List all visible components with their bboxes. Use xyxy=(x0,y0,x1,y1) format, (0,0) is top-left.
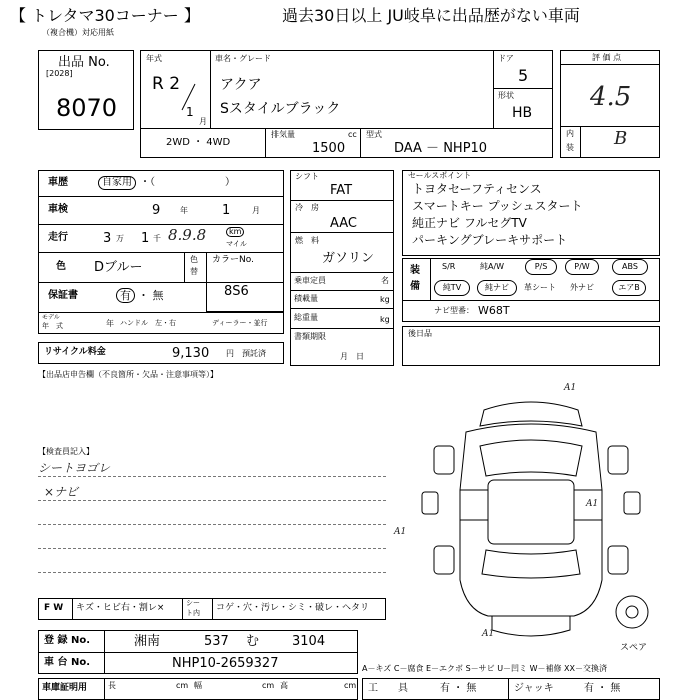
gross-label: 総重量 xyxy=(294,313,318,322)
mileage-sen: 1 xyxy=(141,231,150,246)
shift-value: FAT xyxy=(330,183,353,198)
cert-label: 車庫証明用 xyxy=(42,683,88,693)
equip-abs: ABS xyxy=(612,259,648,275)
dealer-label: ディーラー・並行 xyxy=(212,319,268,327)
fw-items: キズ・ヒビ右・割レ× xyxy=(76,603,165,613)
navi-model: W68T xyxy=(478,304,510,317)
color-label: 色 xyxy=(56,261,66,272)
capacity-label: 乗車定員 xyxy=(294,276,326,285)
shape-label: 形状 xyxy=(498,91,514,100)
doc-unit: 月 日 xyxy=(340,352,364,361)
door-count: 5 xyxy=(518,66,529,85)
damage-legend: A－キズ C－腐食 E－エクボ S－サビ U－凹ミ W－補修 XX－交換済 xyxy=(362,664,608,673)
shaken-year-unit: 年 xyxy=(180,206,188,215)
lot-label: 出品 No. xyxy=(58,55,110,70)
header-title: 過去30日以上 JU岐阜に出品歴がない車両 xyxy=(282,6,580,25)
seller-report-label: 【出品店申告欄（不良箇所・欠品・注意事項等）】 xyxy=(38,370,218,379)
cert-length: 長 xyxy=(108,681,116,690)
seat-items: コゲ・穴・汚レ・シミ・破レ・ヘタリ xyxy=(216,603,370,613)
cert-length-unit: cm xyxy=(176,681,189,690)
inspector-note-2: ×ナビ xyxy=(44,485,79,499)
evaluation-score: 4.5 xyxy=(590,82,632,112)
equipment-label-1: 装 xyxy=(410,265,420,276)
year-era: R 2 xyxy=(152,74,181,94)
year-label: 年式 xyxy=(146,54,162,63)
equip-leather: 革シート xyxy=(524,283,556,292)
spare-label: スペア xyxy=(620,643,648,653)
sales-line-3: 純正ナビ フルセグTV xyxy=(412,216,527,230)
warranty-label: 保証書 xyxy=(48,290,78,301)
seat-label-2: ト内 xyxy=(186,609,200,617)
sales-line-4: パーキングブレーキサポート xyxy=(412,233,568,247)
door-label: ドア xyxy=(498,54,514,63)
model-year-label-1: モデル xyxy=(42,314,60,321)
damage-mark-bottom: A1 xyxy=(482,629,495,639)
mileage-man: 3 xyxy=(103,231,112,246)
colorno-value: 8S6 xyxy=(224,284,249,299)
equip-ext-navi: 外ナビ xyxy=(570,283,594,292)
mileage-man-unit: 万 xyxy=(116,234,124,243)
shaken-year: 9 xyxy=(152,203,161,218)
mileage-mile-unit: マイル xyxy=(226,240,247,248)
color-change-label-1: 色 xyxy=(190,255,198,264)
shaken-month: 1 xyxy=(222,203,231,218)
interior-label-2: 装 xyxy=(566,143,574,152)
colorno-label: カラーNo. xyxy=(212,255,254,265)
equip-tv: 純TV xyxy=(434,280,470,296)
reg-class: 537 xyxy=(204,634,229,649)
damage-mark-left: A1 xyxy=(394,527,407,537)
navi-model-label: ナビ型番： xyxy=(434,306,474,315)
equip-navi: 純ナビ xyxy=(477,280,517,296)
header-title-bracket: 【 トレタマ30コーナー 】 xyxy=(10,6,200,25)
car-name: アクア xyxy=(220,77,262,93)
car-grade: Sスタイルブラック xyxy=(220,101,341,117)
recycle-unit: 円 xyxy=(226,349,234,358)
history-use: 自家用 xyxy=(98,176,136,190)
fuel-value: ガソリン xyxy=(322,251,375,266)
recycle-label: リサイクル料金 xyxy=(44,347,106,357)
year-month: 1 xyxy=(186,105,194,119)
displacement-unit: cc xyxy=(348,130,357,139)
displacement-label: 排気量 xyxy=(271,130,295,139)
name-label: 車名・グレード xyxy=(215,54,271,63)
model-year-unit: 年 xyxy=(106,319,114,328)
color-change-label-2: 替 xyxy=(190,267,198,276)
reg-kana: む xyxy=(246,634,260,649)
retrofit-box xyxy=(402,326,660,366)
cert-height-unit: cm xyxy=(344,681,357,690)
equip-airbag: エアB xyxy=(612,280,646,296)
model-code: DAA － NHP10 xyxy=(394,141,488,156)
warranty-yes: 有 xyxy=(116,288,135,303)
cert-width: 幅 xyxy=(194,681,202,690)
sales-line-1: トヨタセーフティセンス xyxy=(412,182,542,196)
equip-pw: P/W xyxy=(565,259,599,275)
doc-label: 書類期限 xyxy=(294,332,326,341)
ac-value: AAC xyxy=(330,216,357,231)
warranty-no: ・ 無 xyxy=(138,289,164,302)
tools-label: 工 具 xyxy=(368,683,408,694)
jack-value: 有 ・ 無 xyxy=(584,683,621,694)
interior-label-1: 内 xyxy=(566,129,574,138)
retrofit-label: 後日品 xyxy=(408,329,432,338)
gross-unit: kg xyxy=(380,315,390,324)
sales-line-2: スマートキー プッシュスタート xyxy=(412,199,583,213)
chassis-number: NHP10-2659327 xyxy=(172,656,279,671)
shift-label: シフト xyxy=(295,172,319,181)
load-label: 積載量 xyxy=(294,294,318,303)
mileage-sen-unit: 千 xyxy=(153,234,161,243)
year-slash xyxy=(178,82,198,112)
reg-place: 湘南 xyxy=(134,634,161,649)
interior-grade: B xyxy=(614,128,628,149)
displacement-value: 1500 xyxy=(312,141,346,156)
evaluation-label: 評 価 点 xyxy=(592,53,622,62)
color-value: Dブルー xyxy=(94,260,143,275)
fw-label: F W xyxy=(44,603,64,613)
lot-number: 8070 xyxy=(56,94,118,122)
shaken-label: 車検 xyxy=(48,204,68,215)
sales-label: セールスポイント xyxy=(408,171,472,180)
fuel-label: 燃 料 xyxy=(295,236,319,245)
reg-number: 3104 xyxy=(292,634,326,649)
mileage-km-unit: km xyxy=(226,227,244,237)
inspector-label: 【検査員記入】 xyxy=(38,447,94,456)
year-month-unit: 月 xyxy=(199,117,207,126)
damage-mark-right: A1 xyxy=(586,499,599,509)
lot-stamp: [2028] xyxy=(46,69,73,78)
jack-label: ジャッキ xyxy=(514,683,554,694)
drive-type: 2WD ・ 4WD xyxy=(166,137,231,148)
car-diagram xyxy=(396,380,666,650)
chassis-label: 車 台 No. xyxy=(44,657,91,668)
history-label: 車歴 xyxy=(48,177,68,188)
damage-mark-top: A1 xyxy=(564,383,577,393)
reg-label: 登 録 No. xyxy=(44,635,91,646)
history-tail: ・（ ） xyxy=(140,177,235,188)
equip-ps: P/S xyxy=(525,259,557,275)
header-subnote: （複合機）対応用紙 xyxy=(42,28,114,37)
model-year-label-2: 年 式 xyxy=(42,322,63,330)
shape-value: HB xyxy=(512,105,533,121)
cert-height: 高 xyxy=(280,681,288,690)
model-label: 型式 xyxy=(366,130,382,139)
seat-label-1: シー xyxy=(186,599,200,607)
handle-label: ハンドル 左・右 xyxy=(120,319,176,327)
ac-label: 冷 房 xyxy=(295,203,319,212)
cert-width-unit: cm xyxy=(262,681,275,690)
capacity-unit: 名 xyxy=(381,276,389,285)
equip-sr: S/R xyxy=(442,262,456,271)
load-unit: kg xyxy=(380,295,390,304)
tools-value: 有 ・ 無 xyxy=(440,683,477,694)
inspector-note-1: シートヨゴレ xyxy=(38,461,111,475)
equip-aw: 純A/W xyxy=(480,262,505,271)
equipment-label-2: 備 xyxy=(410,281,420,292)
mileage-label: 走行 xyxy=(48,232,68,243)
shaken-month-unit: 月 xyxy=(252,206,260,215)
mileage-handwritten: 8.9.8 xyxy=(168,226,207,244)
recycle-note: 預託済 xyxy=(242,349,266,358)
recycle-amount: 9,130 xyxy=(172,346,210,361)
